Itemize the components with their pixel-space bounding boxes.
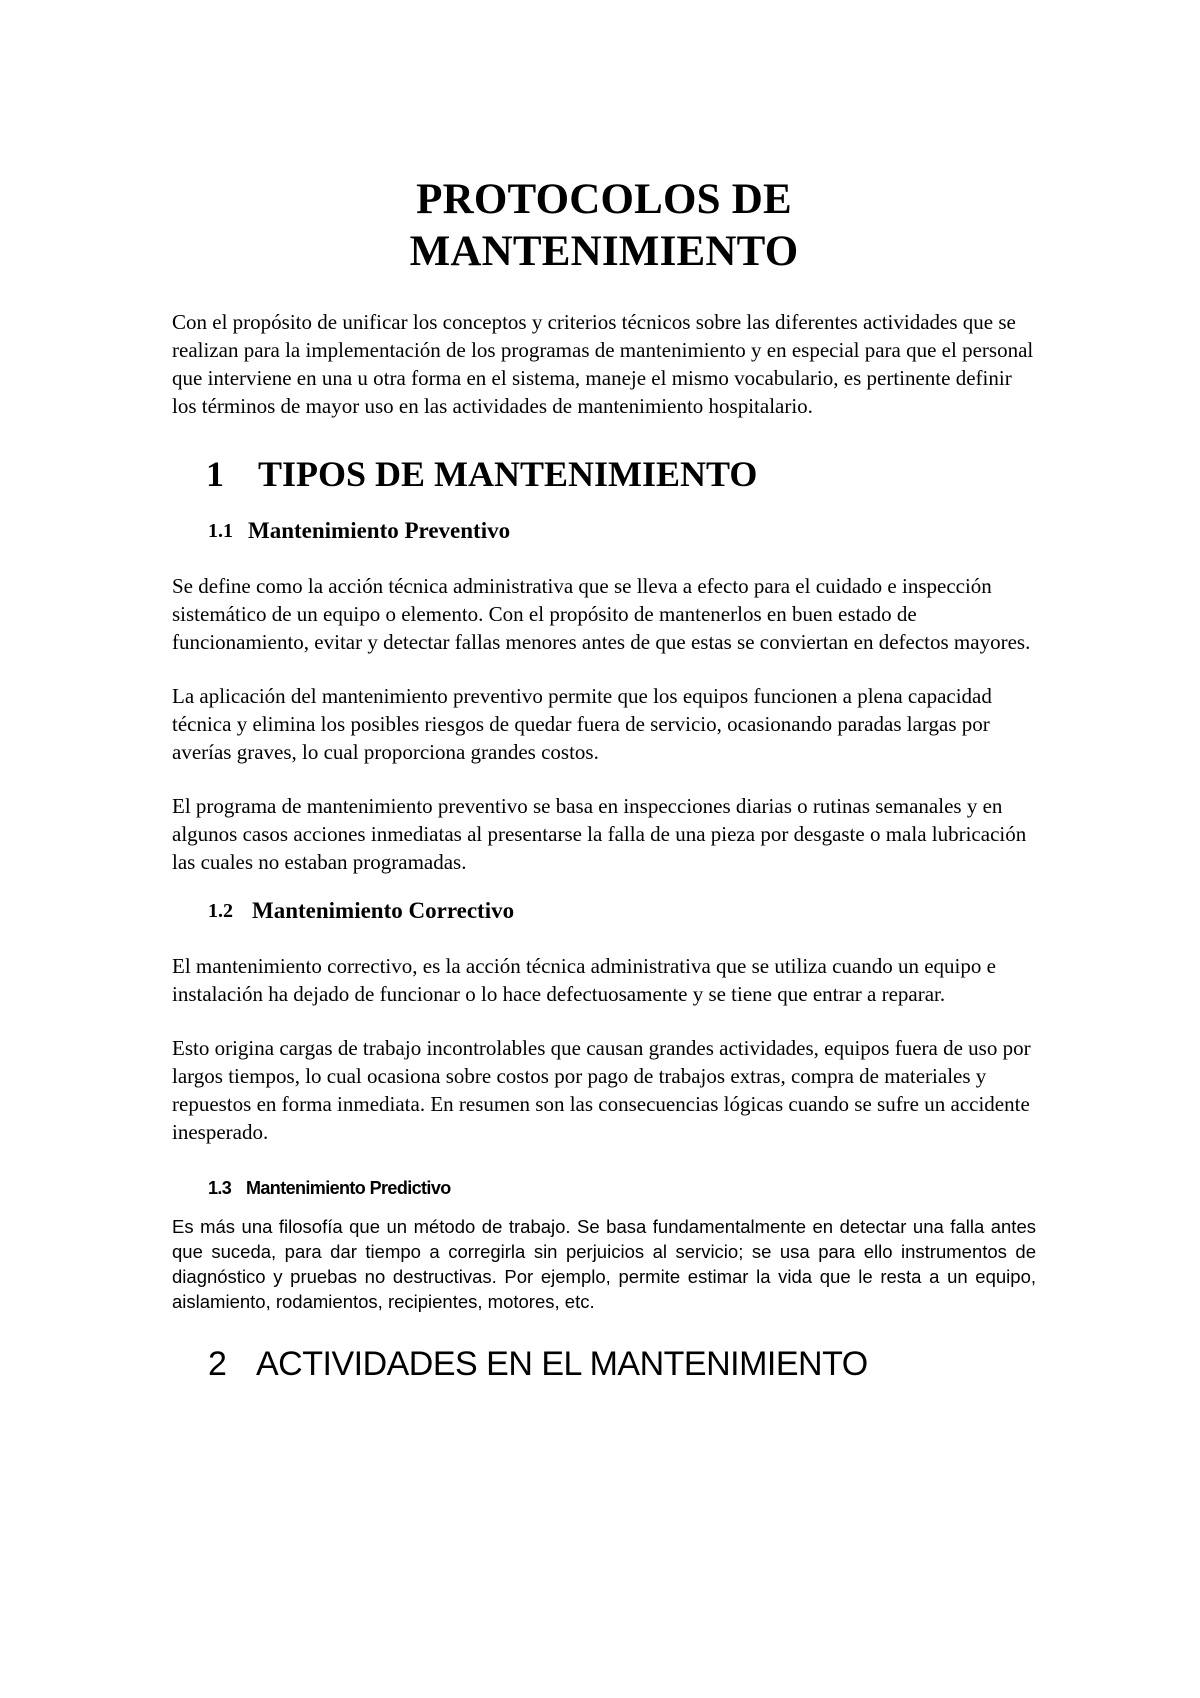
preventivo-paragraph-2: La aplicación del mantenimiento preventivo permite que los equipos funcionen a plena capacidad técnica y elimina los posibles riesgos de quedar fuera de servicio, ocasionando paradas largas por averías graves, lo cual proporciona grandes costos.	[172, 684, 992, 764]
subsection-1-3-title: Mantenimiento Predictivo	[246, 1178, 451, 1198]
subsection-1-2-heading	[172, 896, 1036, 926]
section-1-title: TIPOS DE MANTENIMIENTO	[258, 454, 758, 494]
correctivo-paragraph-1: El mantenimiento correctivo, es la acción técnica administrativa que se utiliza cuando un equipo e instalación ha dejado de funcionar o lo hace defectuosamente y se tiene que entrar a reparar.	[172, 954, 996, 1006]
document-page	[172, 174, 1036, 1386]
correctivo-paragraph-2: Esto origina cargas de trabajo incontrolables que causan grandes actividades, equipos fuera de uso por largos tiempos, lo cual ocasiona sobre costos por pago de trabajos extras, compra de materiales y repuestos en forma inmediata. En resumen son las consecuencias lógicas cuando se sufre un accidente inesperado.	[172, 1036, 1031, 1144]
subsection-1-2-number: 1.2	[208, 900, 233, 922]
section-2-title: ACTIVIDADES EN EL MANTENIMIENTO	[256, 1345, 868, 1383]
subsection-1-2-title: Mantenimiento Correctivo	[252, 898, 515, 923]
title-line-2: MANTENIMIENTO	[409, 228, 799, 275]
intro-paragraph: Con el propósito de unificar los conceptos y criterios técnicos sobre las diferentes actividades que se realizan para la implementación de los programas de mantenimiento y en especial para que el personal que interviene en una u otra forma en el sistema, maneje el mismo vocabulario, es pertinente definir los términos de mayor uso en las actividades de mantenimiento hospitalario.	[172, 310, 1034, 418]
document-title	[172, 174, 1036, 278]
subsection-1-1-heading	[172, 516, 1036, 546]
subsection-1-3-number: 1.3	[208, 1178, 232, 1198]
preventivo-paragraph-1: Se define como la acción técnica administrativa que se lleva a efecto para el cuidado e inspección sistemático de un equipo o elemento. Con el propósito de mantenerlos en buen estado de funcionamiento, evitar y detectar fallas menores antes de que estas se conviertan en defectos mayores.	[172, 574, 1031, 654]
section-2-heading	[172, 1342, 1036, 1386]
section-1-heading	[172, 452, 1036, 496]
subsection-1-1-number: 1.1	[208, 520, 233, 542]
subsection-1-1-title: Mantenimiento Preventivo	[248, 518, 511, 543]
section-2-number: 2	[208, 1345, 227, 1383]
preventivo-paragraph-3: El programa de mantenimiento preventivo se basa en inspecciones diarias o rutinas semanales y en algunos casos acciones inmediatas al presentarse la falla de una pieza por desgaste o mala lubricación las cuales no estaban programadas.	[172, 794, 1027, 874]
subsection-1-3-heading	[172, 1176, 1036, 1200]
predictivo-paragraph-1: Es más una filosofía que un método de trabajo. Se basa fundamentalmente en detectar una falla antes que suceda, para dar tiempo a corregirla sin perjuicios al servicio; se usa para ello instrumentos de diagnóstico y pruebas no destructivas. Por ejemplo, permite estimar la vida que le resta a un equipo, aislamiento, rodamientos, recipientes, motores, etc.	[172, 1216, 1036, 1312]
title-line-1: PROTOCOLOS DE	[416, 176, 792, 223]
section-1-number: 1	[206, 454, 224, 494]
